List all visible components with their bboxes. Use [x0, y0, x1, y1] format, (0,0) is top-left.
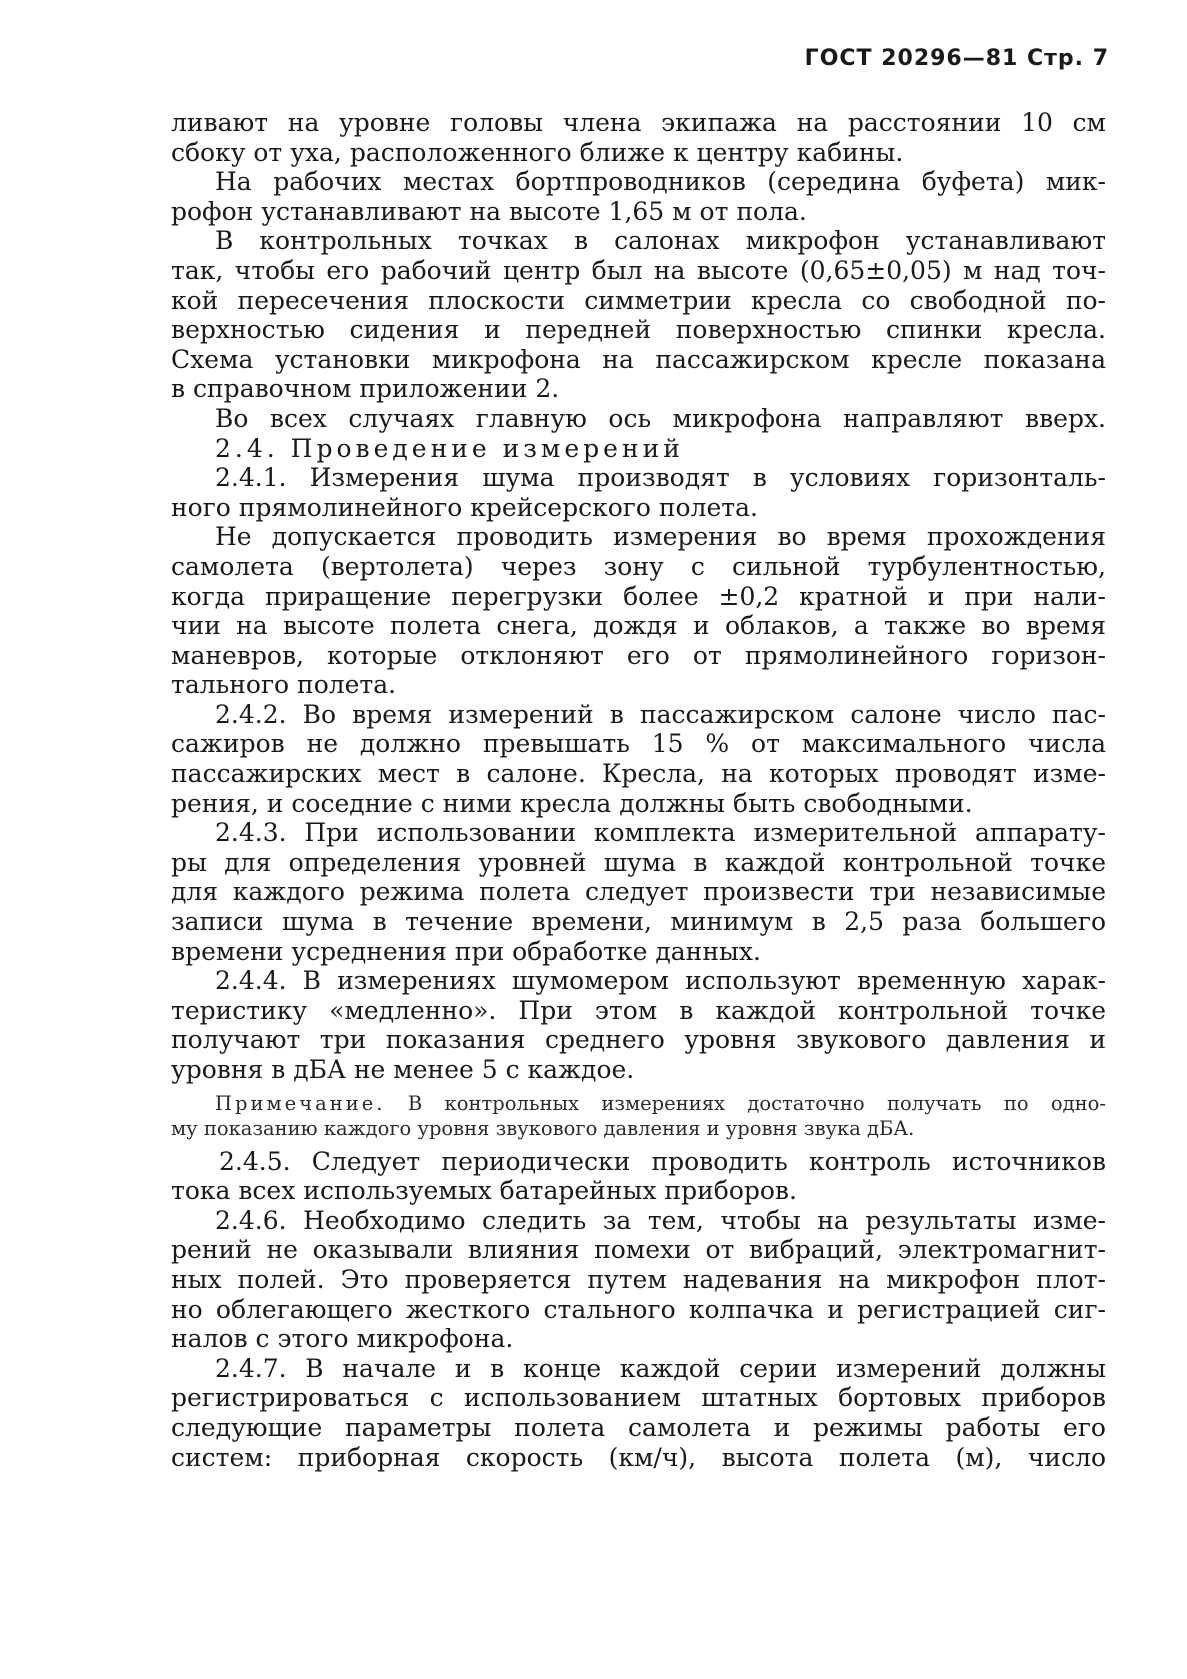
text-line: когда приращение перегрузки более ±0,2 кратной и при нали-	[171, 581, 1106, 611]
text-line: получают три показания среднего уровня звукового давления и	[171, 1025, 1106, 1055]
text-line: времени усреднения при обработке данных.	[171, 936, 761, 966]
text-line: На рабочих местах бортпроводников (середина буфета) мик-	[215, 167, 1106, 197]
body-text	[171, 108, 1106, 1472]
text-line: рения, и соседние с ними кресла должны быть свободными.	[171, 788, 973, 818]
text-line: в справочном приложении 2.	[171, 374, 560, 404]
text-line: тального полета.	[171, 670, 397, 700]
text-line: записи шума в течение времени, минимум в 2,5 раза большего	[171, 907, 1106, 937]
note-line	[171, 1091, 1106, 1116]
note-text: В контрольных измерениях достаточно получать по одно-	[407, 1091, 1107, 1115]
text-line: рофон устанавливают на высоте 1,65 м от пола.	[171, 196, 807, 226]
note-block	[171, 1091, 1106, 1141]
text-line: кой пересечения плоскости симметрии кресла со свободной по-	[171, 285, 1106, 315]
text-line: уровня в дБА не менее 5 с каждое.	[171, 1055, 635, 1084]
text-line: пассажирских мест в салоне. Кресла, на которых проводят изме-	[171, 759, 1106, 789]
text-line: 2.4.2. Во время измерений в пассажирском салоне число пас-	[215, 699, 1106, 729]
text-line: теристику «медленно». При этом в каждой контрольной точке	[171, 995, 1106, 1025]
note-line: му показанию каждого уровня звукового давления и уровня звука дБА.	[171, 1116, 915, 1140]
text-line: ливают на уровне головы члена экипажа на расстоянии 10 см	[171, 108, 1106, 137]
text-line: 2.4.4. В измерениях шумомером используют временную харак-	[215, 966, 1106, 996]
text-line: ры для определения уровней шума в каждой контрольной точке	[171, 847, 1106, 877]
text-line: Не допускается проводить измерения во время прохождения	[215, 522, 1106, 552]
text-line: но облегающего жесткого стального колпачка и регистрацией сиг-	[171, 1294, 1106, 1324]
text-line: следующие параметры полета самолета и режимы работы его	[171, 1412, 1106, 1442]
text-line: 2.4.3. При использовании комплекта измерительной аппарату-	[215, 818, 1106, 848]
note-label: Примечание.	[215, 1091, 386, 1115]
text-line: для каждого режима полета следует произвести три независимые	[171, 877, 1106, 907]
document-code: ГОСТ 20296—81	[804, 46, 1019, 71]
text-line: тока всех используемых батарейных приборов.	[171, 1176, 797, 1206]
text-line: так, чтобы его рабочий центр был на высоте (0,65±0,05) м над точ-	[171, 255, 1106, 285]
page-header	[805, 46, 1109, 71]
text-line: 2.4.5. Следует периодически проводить контроль источников	[219, 1146, 1106, 1176]
section-heading: 2.4. Проведение измерений	[215, 433, 684, 463]
text-line: ного прямолинейного крейсерского полета.	[171, 492, 758, 522]
page-number: Стр. 7	[1027, 46, 1109, 71]
text-line: сажиров не должно превышать 15 % от максимального числа	[171, 729, 1106, 759]
text-line: налов с этого микрофона.	[171, 1324, 514, 1354]
text-line: рений не оказывали влияния помехи от вибраций, электромагнит-	[171, 1235, 1106, 1265]
text-line: Схема установки микрофона на пассажирском кресле показана	[171, 344, 1106, 374]
text-line: сбоку от уха, расположенного ближе к центру кабины.	[171, 137, 904, 167]
text-line: верхностью сидения и передней поверхностью спинки кресла.	[171, 315, 1106, 345]
text-line: 2.4.7. В начале и в конце каждой серии измерений должны	[215, 1353, 1106, 1383]
text-line: самолета (вертолета) через зону с сильной турбулентностью,	[171, 551, 1106, 581]
text-line: маневров, которые отклоняют его от прямолинейного горизон-	[171, 640, 1106, 670]
text-line: ных полей. Это проверяется путем надевания на микрофон плот-	[171, 1264, 1106, 1294]
text-line: систем: приборная скорость (км/ч), высота полета (м), число	[171, 1442, 1106, 1472]
text-line: 2.4.1. Измерения шума производят в условиях горизонталь-	[215, 463, 1106, 493]
text-line: чии на высоте полета снега, дождя и облаков, а также во время	[171, 611, 1106, 641]
text-line: В контрольных точках в салонах микрофон устанавливают	[215, 226, 1106, 256]
text-line: 2.4.6. Необходимо следить за тем, чтобы на результаты изме-	[215, 1205, 1106, 1235]
text-line: Во всех случаях главную ось микрофона направляют вверх.	[215, 403, 1106, 433]
text-line: регистрироваться с использованием штатных бортовых приборов	[171, 1383, 1106, 1413]
